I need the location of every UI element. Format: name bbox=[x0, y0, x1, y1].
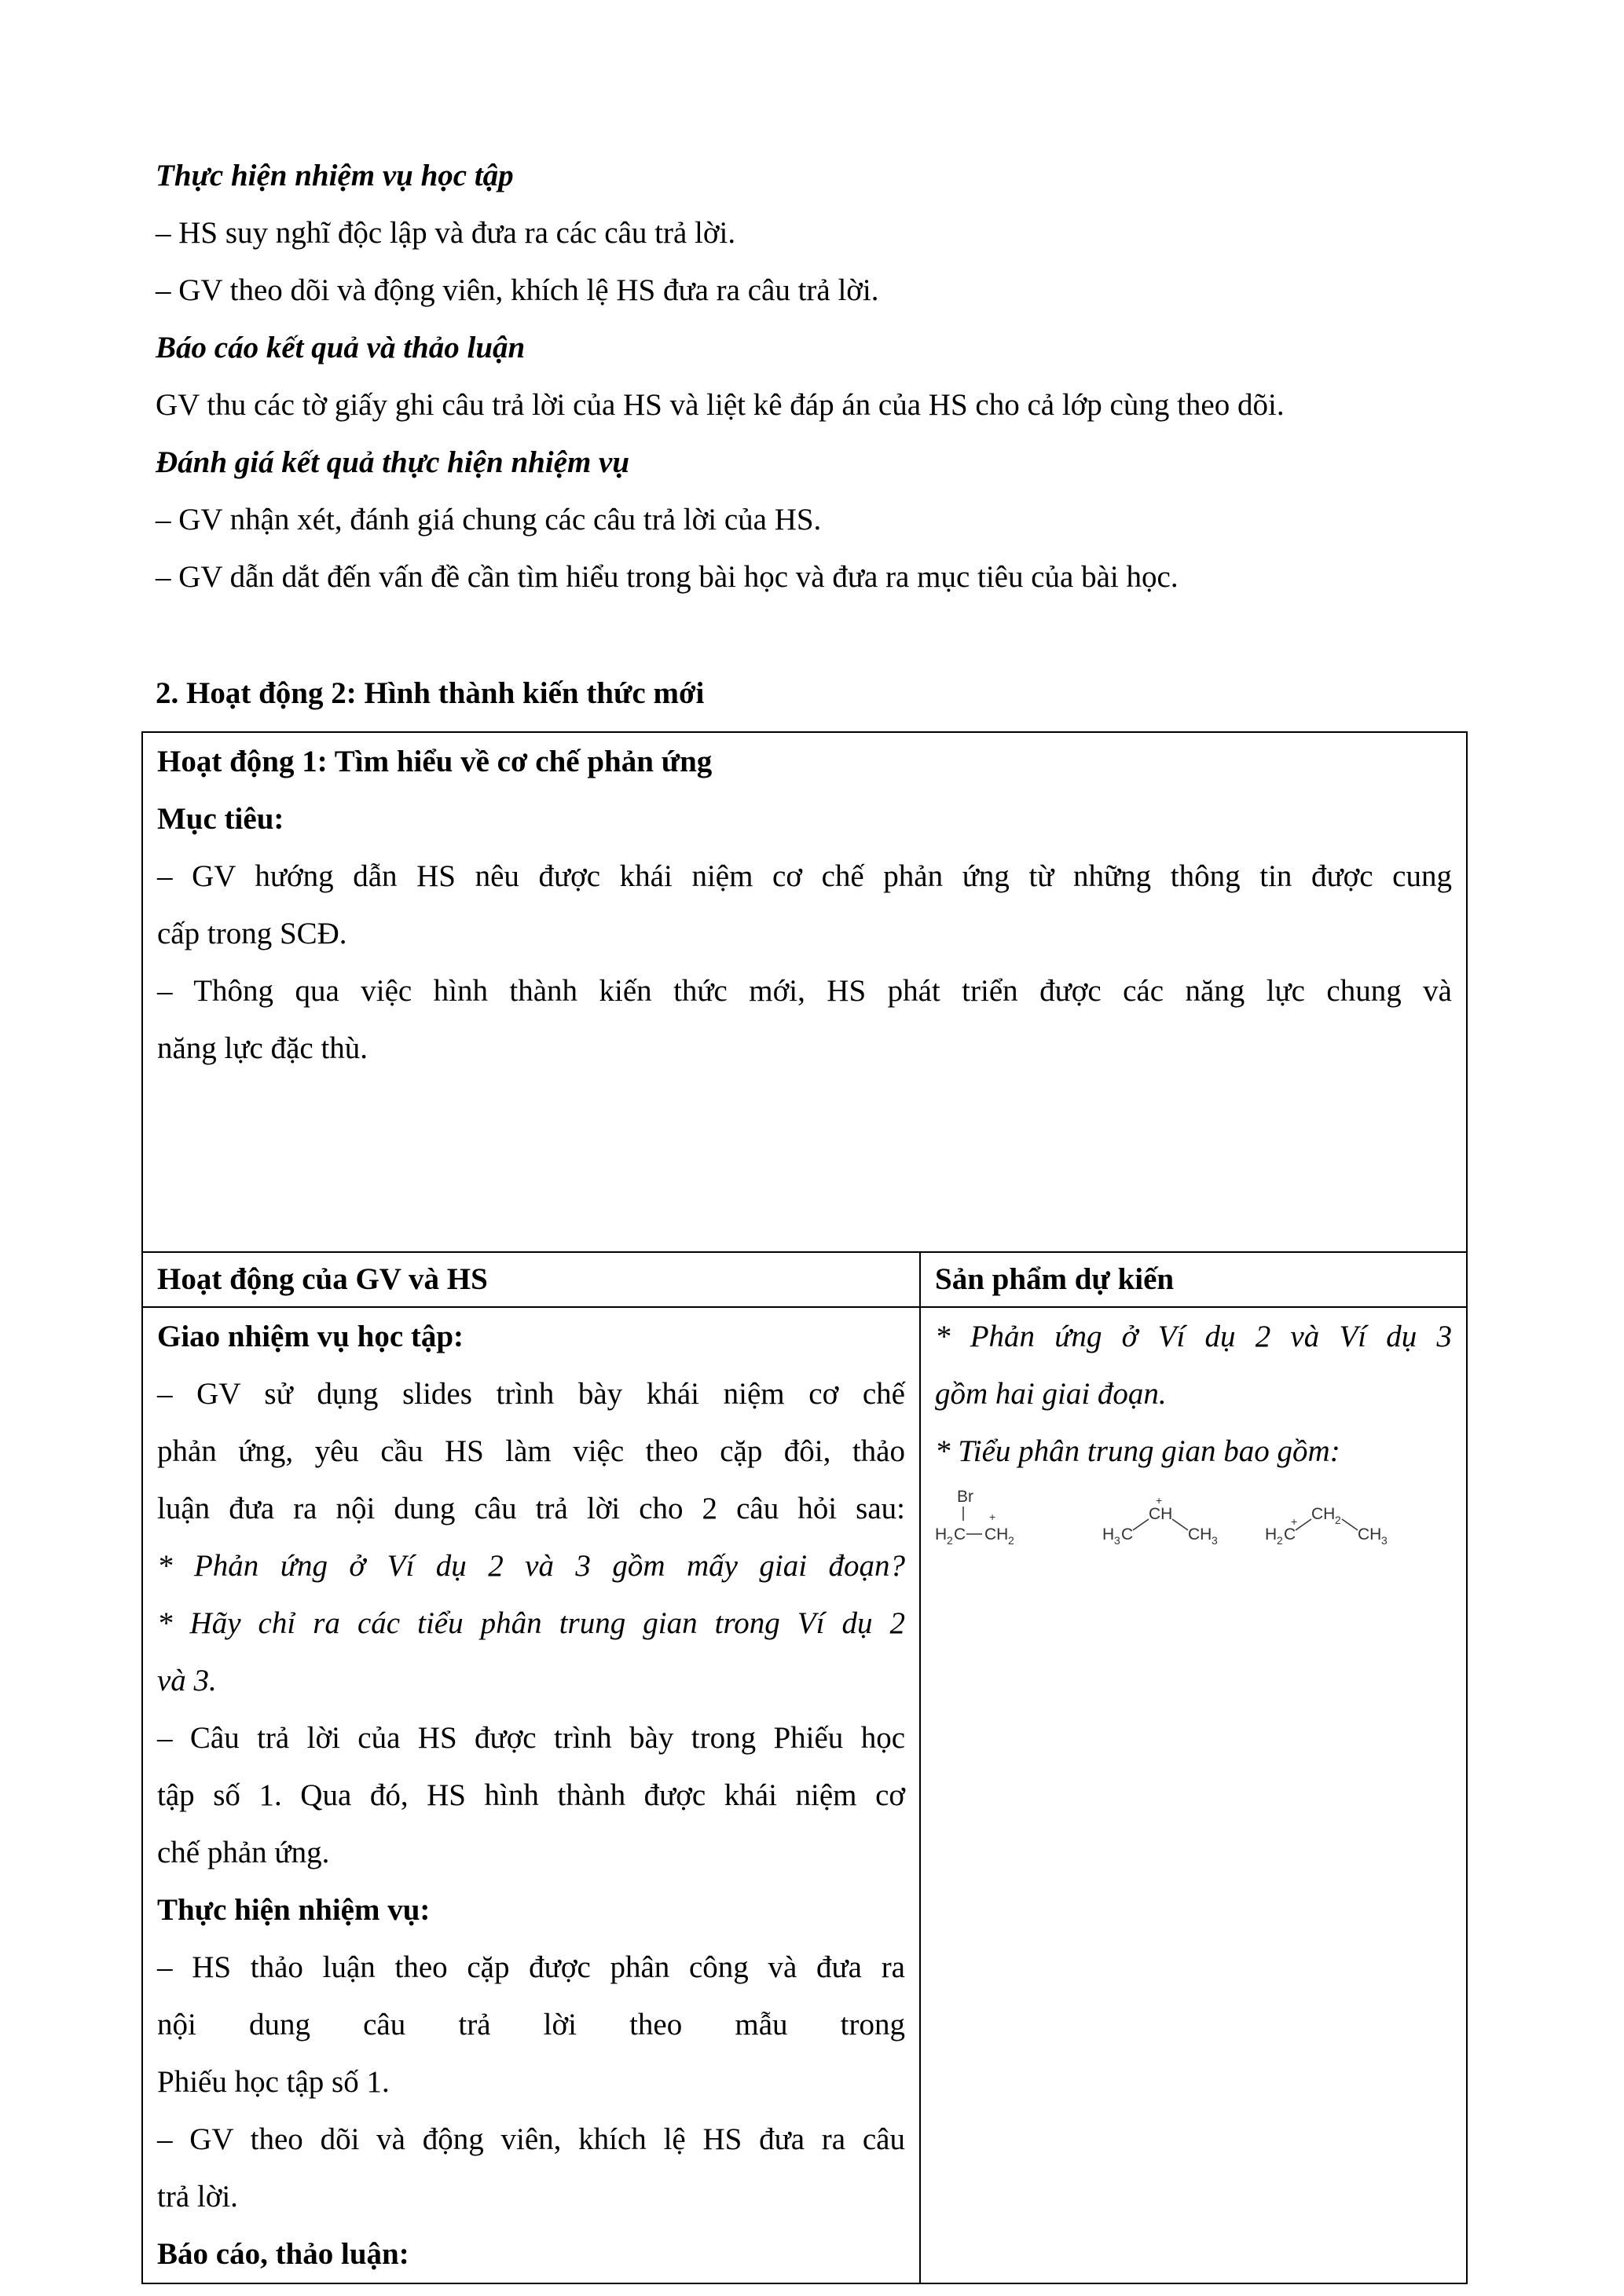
structures-figure bbox=[935, 1485, 1438, 1563]
atom-label: C bbox=[1121, 1525, 1134, 1543]
atom-label: H bbox=[1102, 1525, 1115, 1543]
paragraph-line: GV thu các tờ giấy ghi câu trả lời của HS và liệt kê đáp án của HS cho cả lớp cùng theo dõi. bbox=[156, 388, 1285, 422]
atom-label: 3 bbox=[1381, 1534, 1388, 1547]
section-title: 2. Hoạt động 2: Hình thành kiến thức mới bbox=[156, 676, 705, 710]
cell-line: Phiếu học tập số 1. bbox=[157, 2065, 390, 2099]
question-line: và 3. bbox=[157, 1664, 217, 1697]
cell-line: – HS thảo luận theo cặp được phân công và đưa ra bbox=[157, 1950, 905, 1984]
goal-label: Mục tiêu: bbox=[157, 802, 284, 836]
molecule-secondary-carbocation bbox=[1102, 1494, 1218, 1547]
column-header bbox=[920, 1252, 1467, 1307]
paragraph-line: – GV dẫn dắt đến vấn đề cần tìm hiểu trong bài học và đưa ra mục tiêu của bài học. bbox=[156, 560, 1179, 594]
goal-cell bbox=[142, 732, 1467, 1252]
cell-line: tập số 1. Qua đó, HS hình thành được khái niệm cơ bbox=[157, 1778, 905, 1812]
table-row bbox=[142, 1307, 1467, 2283]
report-label: Báo cáo, thảo luận: bbox=[157, 2237, 409, 2271]
atom-label: H bbox=[1265, 1525, 1278, 1543]
goal-line: năng lực đặc thù. bbox=[157, 1031, 368, 1065]
atom-label: 2 bbox=[1008, 1534, 1014, 1547]
charge-label: + bbox=[1291, 1515, 1298, 1528]
atom-label: C bbox=[954, 1525, 966, 1543]
atom-label: 2 bbox=[1335, 1514, 1341, 1526]
answer-line: gồm hai giai đoạn. bbox=[935, 1377, 1167, 1411]
cell-line: phản ứng, yêu cầu HS làm việc theo cặp đôi, thảo bbox=[157, 1434, 905, 1468]
table-header-row bbox=[142, 1252, 1467, 1307]
answer-line: * Tiểu phân trung gian bao gồm: bbox=[935, 1434, 1340, 1468]
product-cell bbox=[920, 1307, 1467, 2283]
paragraph-line: – GV nhận xét, đánh giá chung các câu trả lời của HS. bbox=[156, 503, 822, 536]
heading-evaluate: Đánh giá kết quả thực hiện nhiệm vụ bbox=[156, 445, 630, 479]
goal-line: – Thông qua việc hình thành kiến thức mới, HS phát triển được các năng lực chung và bbox=[157, 974, 1452, 1008]
atom-label: CH bbox=[1311, 1505, 1336, 1523]
cell-line: – GV theo dõi và động viên, khích lệ HS đưa ra câu bbox=[157, 2122, 905, 2156]
table-row bbox=[142, 732, 1467, 1252]
molecule-bromo-carbocation bbox=[935, 1488, 1014, 1547]
atom-label: CH bbox=[1149, 1505, 1173, 1523]
column-header-label: Hoạt động của GV và HS bbox=[157, 1262, 488, 1296]
atom-label: 3 bbox=[1212, 1534, 1218, 1547]
activity-cell bbox=[142, 1307, 920, 2283]
charge-label: + bbox=[989, 1511, 996, 1523]
intermediate-structures bbox=[935, 1485, 1452, 1555]
cell-line: – Câu trả lời của HS được trình bày trong Phiếu học bbox=[157, 1721, 905, 1755]
goal-line: – GV hướng dẫn HS nêu được khái niệm cơ chế phản ứng từ những thông tin được cung bbox=[157, 859, 1452, 893]
cell-line: nội dung câu trả lời theo mẫu trong bbox=[157, 2008, 905, 2041]
answer-line: * Phản ứng ở Ví dụ 2 và Ví dụ 3 bbox=[935, 1320, 1452, 1353]
question-line: * Hãy chỉ ra các tiểu phân trung gian trong Ví dụ 2 bbox=[157, 1606, 905, 1640]
atom-label: Br bbox=[957, 1488, 973, 1506]
atom-label: H bbox=[935, 1525, 948, 1543]
atom-label: 3 bbox=[1114, 1534, 1120, 1547]
cell-line: – GV sử dụng slides trình bày khái niệm cơ chế bbox=[157, 1377, 905, 1411]
heading-perform-task: Thực hiện nhiệm vụ học tập bbox=[156, 159, 514, 192]
heading-report: Báo cáo kết quả và thảo luận bbox=[156, 331, 526, 364]
column-header bbox=[142, 1252, 920, 1307]
question-line: * Phản ứng ở Ví dụ 2 và 3 gồm mấy giai đoạn? bbox=[157, 1549, 905, 1583]
task-label: Giao nhiệm vụ học tập: bbox=[157, 1320, 464, 1353]
atom-label: CH bbox=[1188, 1525, 1212, 1543]
cell-line: trả lời. bbox=[157, 2180, 238, 2214]
charge-label: + bbox=[1156, 1494, 1163, 1507]
atom-label: 2 bbox=[1277, 1534, 1283, 1547]
molecule-primary-carbocation bbox=[1265, 1505, 1388, 1547]
cell-line: luận đưa ra nội dung câu trả lời cho 2 câu hỏi sau: bbox=[157, 1492, 905, 1525]
paragraph-line: – HS suy nghĩ độc lập và đưa ra các câu trả lời. bbox=[156, 216, 736, 250]
paragraph-line: – GV theo dõi và động viên, khích lệ HS đưa ra câu trả lời. bbox=[156, 273, 879, 307]
cell-line: chế phản ứng. bbox=[157, 1836, 330, 1869]
atom-label: C bbox=[1284, 1525, 1296, 1543]
activity-title: Hoạt động 1: Tìm hiểu về cơ chế phản ứng bbox=[157, 745, 713, 778]
do-label: Thực hiện nhiệm vụ: bbox=[157, 1893, 431, 1927]
activity-table bbox=[141, 731, 1468, 2284]
atom-label: CH bbox=[984, 1525, 1009, 1543]
goal-line: cấp trong SCĐ. bbox=[157, 917, 347, 950]
atom-label: CH bbox=[1358, 1525, 1382, 1543]
column-header-label: Sản phẩm dự kiến bbox=[935, 1262, 1175, 1296]
atom-label: 2 bbox=[947, 1534, 953, 1547]
